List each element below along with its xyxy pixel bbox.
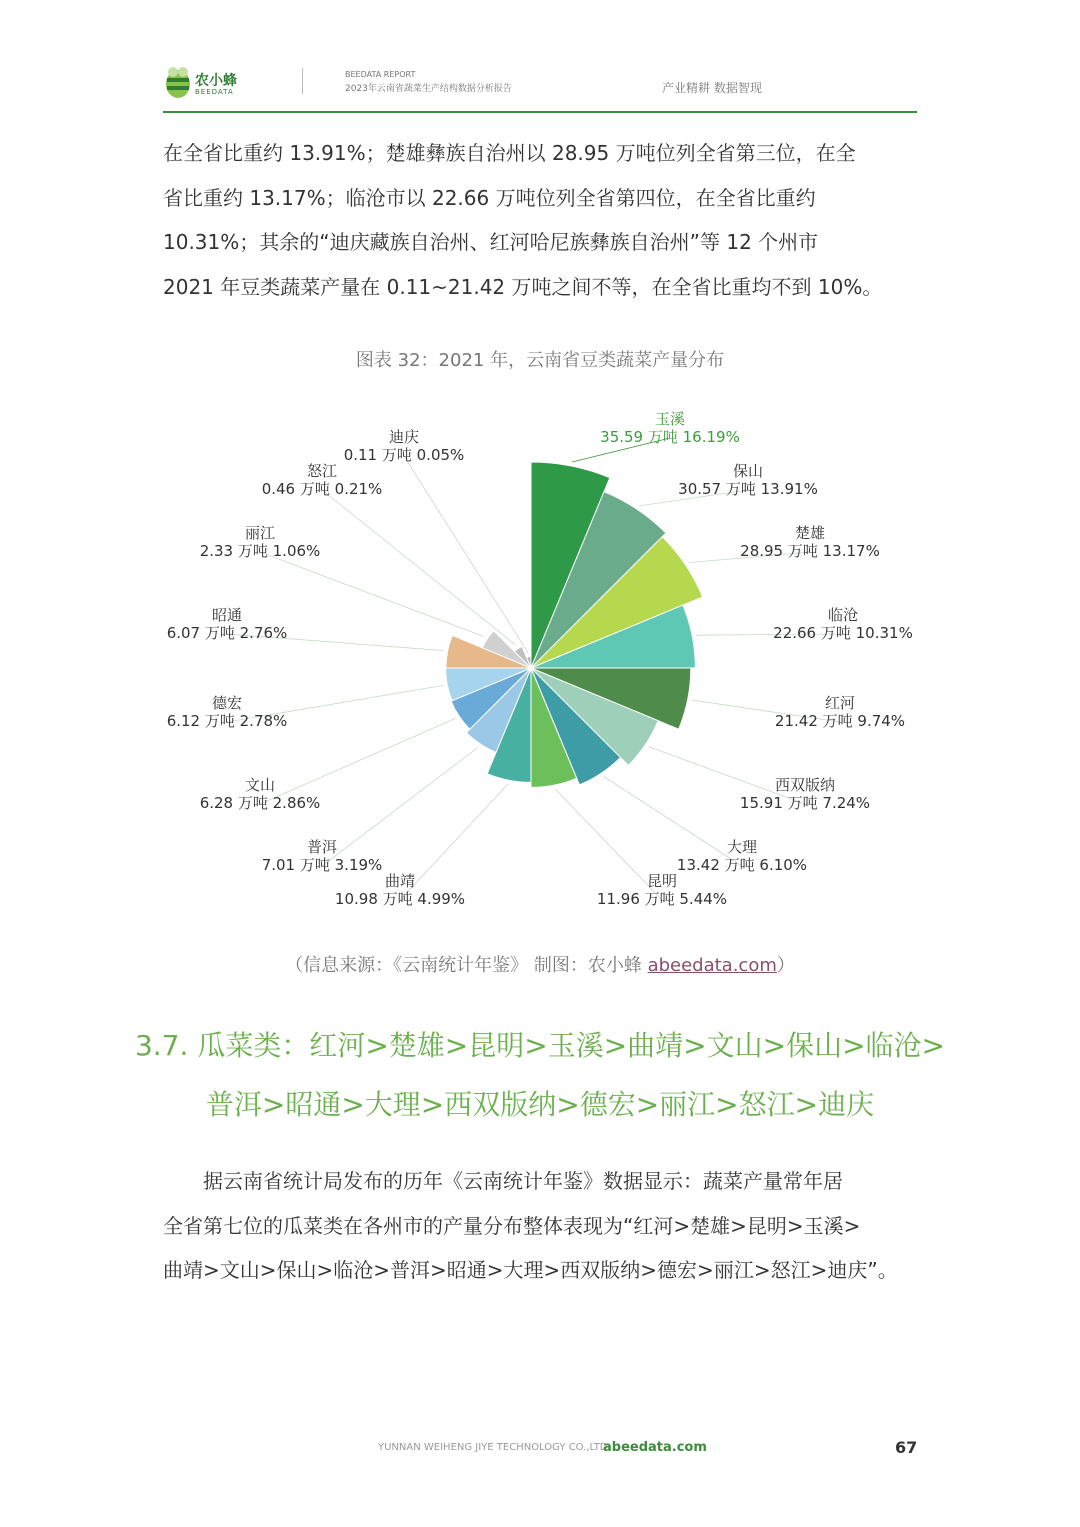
leader-line [400,784,508,900]
leader-line [322,747,478,866]
paragraph-line: 2021 年豆类蔬菜产量在 0.11~21.42 万吨之间不等，在全省比重均不到 10%。 [163,274,883,299]
slice-name-label: 保山 [732,462,764,480]
slice-value-label: 6.07 万吨 2.76% [166,624,288,642]
leader-line [404,456,528,653]
slice-name-label: 临沧 [827,606,859,624]
slice-name-label: 德宏 [211,694,243,712]
footer-site-link[interactable]: abeedata.com [603,1440,707,1455]
source-end: ） [776,955,795,976]
slice-name-label: 迪庆 [388,428,420,446]
slice-name-label: 西双版纳 [774,776,836,794]
slice-value-label: 11.96 万吨 5.44% [596,890,728,908]
slice-name-label: 玉溪 [654,410,686,428]
slice-value-label: 22.66 万吨 10.31% [773,624,913,642]
slice-value-label: 13.42 万吨 6.10% [676,856,808,874]
source-text: （信息来源：《云南统计年鉴》 制图：农小蜂 [285,955,648,976]
slice-value-label: 35.59 万吨 16.19% [600,428,740,446]
report-title-en: BEEDATA REPORT [345,70,416,79]
source-link[interactable]: abeedata.com [647,955,777,976]
leader-line [604,777,743,867]
slice-name-label: 红河 [824,694,856,712]
footer-company: YUNNAN WEIHENG JIYE TECHNOLOGY CO.,LTD. [378,1442,611,1453]
header-slogan: 产业精耕 数据智现 [662,81,762,95]
rose-chart [0,400,1080,930]
slice-value-label: 28.95 万吨 13.17% [740,542,880,560]
paragraph-line: 省比重约 13.17%；临沧市以 22.66 万吨位列全省第四位，在全省比重约 [163,185,816,210]
slice-value-label: 30.57 万吨 13.91% [678,480,818,498]
slice-name-label: 普洱 [306,838,338,856]
section-heading-line1: 3.7. 瓜菜类：红河>楚雄>昆明>玉溪>曲靖>文山>保山>临沧> [134,1029,946,1062]
slice-value-label: 0.46 万吨 0.21% [261,480,383,498]
paragraph-line: 在全省比重约 13.91%；楚雄彝族自治州以 28.95 万吨位列全省第三位，在全 [163,141,856,165]
slice-value-label: 0.11 万吨 0.05% [343,446,465,464]
body-paragraph [163,1159,923,1293]
report-title-cn: 2023年云南省蔬菜生产结构数据分析报告 [345,84,512,94]
intro-paragraph [163,131,923,309]
slice-value-label: 7.01 万吨 3.19% [261,856,383,874]
logo-name: 农小蜂 [195,73,237,89]
page-number: 67 [895,1438,918,1457]
paragraph-line: 10.31%；其余的“迪庆藏族自治州、红河哈尼族彝族自治州”等 12 个州市 [163,230,819,254]
leader-line [260,552,484,637]
slice-value-label: 10.98 万吨 4.99% [334,890,466,908]
section-heading-line2: 普洱>昭通>大理>西双版纳>德宏>丽江>怒江>迪庆 [205,1088,875,1121]
paragraph-line: 曲靖>文山>保山>临沧>普洱>昭通>大理>西双版纳>德宏>丽江>怒江>迪庆”。 [163,1258,898,1282]
header-divider [302,68,303,94]
leader-line [260,718,456,804]
slice-name-label: 昆明 [646,872,678,890]
slice-name-label: 丽江 [244,524,276,542]
paragraph-line: 全省第七位的瓜菜类在各州市的产量分布整体表现为“红河>楚雄>昆明>玉溪> [163,1213,861,1238]
logo-subtitle: BEEDATA [195,88,234,96]
leader-line [555,789,662,900]
slice-name-label: 怒江 [306,462,338,480]
slice-name-label: 楚雄 [794,524,826,542]
slice-name-label: 曲靖 [384,872,416,890]
slice-name-label: 昭通 [211,606,243,624]
slice-value-label: 2.33 万吨 1.06% [199,542,321,560]
header-rule [163,111,917,113]
slice-name-label: 大理 [726,838,758,856]
rose-slices [446,462,703,787]
chart-caption: 图表 32：2021 年，云南省豆类蔬菜产量分布 [355,350,725,371]
slice-name-label: 文山 [244,776,276,794]
paragraph-line: 据云南省统计局发布的历年《云南统计年鉴》数据显示：蔬菜产量常年居 [163,1169,843,1193]
slice-value-label: 6.12 万吨 2.78% [166,712,288,730]
leader-line [322,490,516,645]
slice-value-label: 21.42 万吨 9.74% [774,712,906,730]
source-line [0,951,1080,977]
bee-icon [163,64,193,100]
slice-value-label: 6.28 万吨 2.86% [199,794,321,812]
slice-value-label: 15.91 万吨 7.24% [739,794,871,812]
